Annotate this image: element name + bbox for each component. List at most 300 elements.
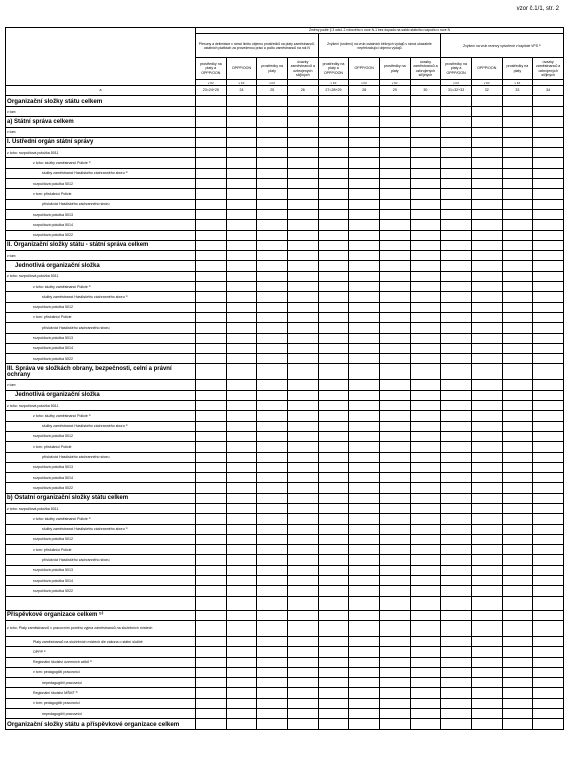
value-cell[interactable] (441, 158, 472, 168)
value-cell[interactable] (226, 333, 257, 343)
value-cell[interactable] (257, 565, 288, 575)
value-cell[interactable] (471, 503, 502, 513)
value-cell[interactable] (502, 462, 533, 472)
value-cell[interactable] (257, 333, 288, 343)
value-cell[interactable] (318, 667, 349, 677)
value-cell[interactable] (410, 555, 441, 565)
value-cell[interactable] (318, 610, 349, 620)
value-cell[interactable] (471, 220, 502, 230)
value-cell[interactable] (287, 209, 318, 219)
value-cell[interactable] (196, 333, 227, 343)
value-cell[interactable] (318, 364, 349, 380)
value-cell[interactable] (349, 576, 380, 586)
value-cell[interactable] (318, 96, 349, 107)
value-cell[interactable] (226, 302, 257, 312)
value-cell[interactable] (533, 421, 564, 431)
value-cell[interactable] (196, 292, 227, 302)
value-cell[interactable] (379, 179, 410, 189)
value-cell[interactable] (349, 719, 380, 730)
value-cell[interactable] (379, 117, 410, 127)
value-cell[interactable] (533, 107, 564, 117)
value-cell[interactable] (502, 647, 533, 657)
value-cell[interactable] (502, 555, 533, 565)
value-cell[interactable] (379, 168, 410, 178)
value-cell[interactable] (226, 107, 257, 117)
value-cell[interactable] (226, 411, 257, 421)
value-cell[interactable] (533, 610, 564, 620)
value-cell[interactable] (502, 364, 533, 380)
value-cell[interactable] (287, 462, 318, 472)
value-cell[interactable] (349, 452, 380, 462)
value-cell[interactable] (349, 240, 380, 250)
value-cell[interactable] (226, 503, 257, 513)
value-cell[interactable] (318, 586, 349, 596)
value-cell[interactable] (471, 189, 502, 199)
value-cell[interactable] (226, 261, 257, 271)
value-cell[interactable] (257, 209, 288, 219)
value-cell[interactable] (471, 452, 502, 462)
value-cell[interactable] (318, 565, 349, 575)
value-cell[interactable] (349, 709, 380, 719)
value-cell[interactable] (410, 647, 441, 657)
value-cell[interactable] (471, 292, 502, 302)
value-cell[interactable] (287, 545, 318, 555)
value-cell[interactable] (471, 411, 502, 421)
value-cell[interactable] (287, 421, 318, 431)
value-cell[interactable] (410, 364, 441, 380)
value-cell[interactable] (226, 709, 257, 719)
value-cell[interactable] (287, 576, 318, 586)
value-cell[interactable] (533, 292, 564, 302)
value-cell[interactable] (471, 199, 502, 209)
value-cell[interactable] (410, 261, 441, 271)
value-cell[interactable] (196, 127, 227, 137)
value-cell[interactable] (226, 168, 257, 178)
value-cell[interactable] (410, 230, 441, 240)
value-cell[interactable] (441, 148, 472, 158)
value-cell[interactable] (287, 719, 318, 730)
value-cell[interactable] (379, 667, 410, 677)
value-cell[interactable] (410, 148, 441, 158)
value-cell[interactable] (318, 678, 349, 688)
value-cell[interactable] (226, 555, 257, 565)
value-cell[interactable] (257, 199, 288, 209)
value-cell[interactable] (349, 688, 380, 698)
value-cell[interactable] (502, 719, 533, 730)
value-cell[interactable] (410, 586, 441, 596)
value-cell[interactable] (533, 565, 564, 575)
value-cell[interactable] (441, 271, 472, 281)
value-cell[interactable] (287, 565, 318, 575)
value-cell[interactable] (533, 596, 564, 610)
value-cell[interactable] (379, 421, 410, 431)
value-cell[interactable] (196, 576, 227, 586)
value-cell[interactable] (502, 620, 533, 636)
value-cell[interactable] (410, 302, 441, 312)
value-cell[interactable] (379, 401, 410, 411)
value-cell[interactable] (196, 380, 227, 390)
value-cell[interactable] (349, 534, 380, 544)
value-cell[interactable] (502, 333, 533, 343)
value-cell[interactable] (533, 302, 564, 312)
value-cell[interactable] (441, 657, 472, 667)
value-cell[interactable] (471, 323, 502, 333)
value-cell[interactable] (471, 565, 502, 575)
value-cell[interactable] (318, 657, 349, 667)
value-cell[interactable] (502, 189, 533, 199)
value-cell[interactable] (318, 168, 349, 178)
value-cell[interactable] (226, 688, 257, 698)
value-cell[interactable] (287, 503, 318, 513)
value-cell[interactable] (318, 302, 349, 312)
value-cell[interactable] (441, 688, 472, 698)
value-cell[interactable] (349, 380, 380, 390)
value-cell[interactable] (287, 323, 318, 333)
value-cell[interactable] (349, 483, 380, 493)
value-cell[interactable] (196, 148, 227, 158)
value-cell[interactable] (257, 96, 288, 107)
value-cell[interactable] (287, 107, 318, 117)
value-cell[interactable] (226, 667, 257, 677)
value-cell[interactable] (257, 411, 288, 421)
value-cell[interactable] (379, 251, 410, 261)
value-cell[interactable] (287, 431, 318, 441)
value-cell[interactable] (533, 524, 564, 534)
value-cell[interactable] (196, 364, 227, 380)
value-cell[interactable] (502, 401, 533, 411)
value-cell[interactable] (349, 127, 380, 137)
value-cell[interactable] (257, 230, 288, 240)
value-cell[interactable] (502, 354, 533, 364)
value-cell[interactable] (318, 107, 349, 117)
value-cell[interactable] (410, 96, 441, 107)
value-cell[interactable] (379, 576, 410, 586)
value-cell[interactable] (226, 483, 257, 493)
value-cell[interactable] (502, 96, 533, 107)
value-cell[interactable] (196, 688, 227, 698)
value-cell[interactable] (318, 452, 349, 462)
value-cell[interactable] (533, 127, 564, 137)
value-cell[interactable] (441, 555, 472, 565)
value-cell[interactable] (379, 261, 410, 271)
value-cell[interactable] (226, 565, 257, 575)
value-cell[interactable] (379, 473, 410, 483)
value-cell[interactable] (410, 251, 441, 261)
value-cell[interactable] (410, 473, 441, 483)
value-cell[interactable] (257, 107, 288, 117)
value-cell[interactable] (379, 240, 410, 250)
value-cell[interactable] (533, 452, 564, 462)
value-cell[interactable] (471, 354, 502, 364)
value-cell[interactable] (441, 209, 472, 219)
value-cell[interactable] (196, 323, 227, 333)
value-cell[interactable] (533, 251, 564, 261)
value-cell[interactable] (349, 364, 380, 380)
value-cell[interactable] (349, 610, 380, 620)
value-cell[interactable] (502, 282, 533, 292)
value-cell[interactable] (410, 636, 441, 646)
value-cell[interactable] (196, 719, 227, 730)
value-cell[interactable] (196, 390, 227, 400)
value-cell[interactable] (349, 292, 380, 302)
value-cell[interactable] (441, 220, 472, 230)
value-cell[interactable] (533, 199, 564, 209)
value-cell[interactable] (533, 620, 564, 636)
value-cell[interactable] (379, 555, 410, 565)
value-cell[interactable] (533, 333, 564, 343)
value-cell[interactable] (441, 576, 472, 586)
value-cell[interactable] (379, 719, 410, 730)
value-cell[interactable] (379, 586, 410, 596)
value-cell[interactable] (349, 209, 380, 219)
value-cell[interactable] (318, 462, 349, 472)
value-cell[interactable] (410, 282, 441, 292)
value-cell[interactable] (349, 647, 380, 657)
value-cell[interactable] (196, 240, 227, 250)
value-cell[interactable] (410, 421, 441, 431)
value-cell[interactable] (471, 168, 502, 178)
value-cell[interactable] (533, 137, 564, 147)
value-cell[interactable] (502, 610, 533, 620)
value-cell[interactable] (318, 333, 349, 343)
value-cell[interactable] (349, 555, 380, 565)
value-cell[interactable] (471, 158, 502, 168)
value-cell[interactable] (502, 442, 533, 452)
value-cell[interactable] (471, 364, 502, 380)
value-cell[interactable] (287, 364, 318, 380)
value-cell[interactable] (533, 390, 564, 400)
value-cell[interactable] (196, 586, 227, 596)
value-cell[interactable] (226, 354, 257, 364)
value-cell[interactable] (226, 230, 257, 240)
value-cell[interactable] (471, 230, 502, 240)
value-cell[interactable] (287, 302, 318, 312)
value-cell[interactable] (471, 636, 502, 646)
value-cell[interactable] (349, 179, 380, 189)
value-cell[interactable] (471, 240, 502, 250)
value-cell[interactable] (379, 158, 410, 168)
value-cell[interactable] (441, 719, 472, 730)
value-cell[interactable] (379, 565, 410, 575)
value-cell[interactable] (196, 493, 227, 503)
value-cell[interactable] (410, 610, 441, 620)
value-cell[interactable] (287, 678, 318, 688)
value-cell[interactable] (196, 261, 227, 271)
value-cell[interactable] (257, 390, 288, 400)
value-cell[interactable] (226, 137, 257, 147)
value-cell[interactable] (287, 483, 318, 493)
value-cell[interactable] (257, 282, 288, 292)
value-cell[interactable] (318, 354, 349, 364)
value-cell[interactable] (502, 431, 533, 441)
value-cell[interactable] (196, 168, 227, 178)
value-cell[interactable] (502, 230, 533, 240)
value-cell[interactable] (287, 586, 318, 596)
value-cell[interactable] (502, 545, 533, 555)
value-cell[interactable] (226, 158, 257, 168)
value-cell[interactable] (226, 251, 257, 261)
value-cell[interactable] (410, 199, 441, 209)
value-cell[interactable] (533, 96, 564, 107)
value-cell[interactable] (349, 137, 380, 147)
value-cell[interactable] (257, 452, 288, 462)
value-cell[interactable] (226, 312, 257, 322)
value-cell[interactable] (226, 586, 257, 596)
value-cell[interactable] (287, 333, 318, 343)
value-cell[interactable] (349, 586, 380, 596)
value-cell[interactable] (349, 168, 380, 178)
value-cell[interactable] (196, 421, 227, 431)
value-cell[interactable] (441, 168, 472, 178)
value-cell[interactable] (257, 179, 288, 189)
value-cell[interactable] (257, 688, 288, 698)
value-cell[interactable] (471, 343, 502, 353)
value-cell[interactable] (196, 312, 227, 322)
value-cell[interactable] (287, 514, 318, 524)
value-cell[interactable] (257, 678, 288, 688)
value-cell[interactable] (226, 220, 257, 230)
value-cell[interactable] (502, 565, 533, 575)
value-cell[interactable] (441, 401, 472, 411)
value-cell[interactable] (226, 678, 257, 688)
value-cell[interactable] (410, 667, 441, 677)
value-cell[interactable] (533, 323, 564, 333)
value-cell[interactable] (349, 148, 380, 158)
value-cell[interactable] (502, 323, 533, 333)
value-cell[interactable] (257, 514, 288, 524)
value-cell[interactable] (349, 333, 380, 343)
value-cell[interactable] (471, 312, 502, 322)
value-cell[interactable] (287, 534, 318, 544)
value-cell[interactable] (502, 240, 533, 250)
value-cell[interactable] (257, 431, 288, 441)
value-cell[interactable] (287, 473, 318, 483)
value-cell[interactable] (410, 168, 441, 178)
value-cell[interactable] (379, 411, 410, 421)
value-cell[interactable] (379, 209, 410, 219)
value-cell[interactable] (257, 127, 288, 137)
value-cell[interactable] (410, 380, 441, 390)
value-cell[interactable] (318, 380, 349, 390)
value-cell[interactable] (257, 292, 288, 302)
value-cell[interactable] (226, 698, 257, 708)
value-cell[interactable] (441, 302, 472, 312)
value-cell[interactable] (410, 189, 441, 199)
value-cell[interactable] (196, 251, 227, 261)
value-cell[interactable] (226, 493, 257, 503)
value-cell[interactable] (410, 333, 441, 343)
value-cell[interactable] (410, 292, 441, 302)
value-cell[interactable] (533, 657, 564, 667)
value-cell[interactable] (196, 514, 227, 524)
value-cell[interactable] (226, 576, 257, 586)
value-cell[interactable] (471, 678, 502, 688)
value-cell[interactable] (226, 117, 257, 127)
value-cell[interactable] (533, 586, 564, 596)
value-cell[interactable] (533, 189, 564, 199)
value-cell[interactable] (318, 209, 349, 219)
value-cell[interactable] (502, 199, 533, 209)
value-cell[interactable] (257, 137, 288, 147)
value-cell[interactable] (410, 323, 441, 333)
value-cell[interactable] (441, 312, 472, 322)
value-cell[interactable] (318, 292, 349, 302)
value-cell[interactable] (196, 657, 227, 667)
value-cell[interactable] (533, 380, 564, 390)
value-cell[interactable] (471, 667, 502, 677)
value-cell[interactable] (441, 127, 472, 137)
value-cell[interactable] (502, 251, 533, 261)
value-cell[interactable] (410, 678, 441, 688)
value-cell[interactable] (349, 473, 380, 483)
value-cell[interactable] (410, 240, 441, 250)
value-cell[interactable] (441, 483, 472, 493)
value-cell[interactable] (349, 189, 380, 199)
value-cell[interactable] (349, 261, 380, 271)
value-cell[interactable] (471, 586, 502, 596)
value-cell[interactable] (441, 199, 472, 209)
value-cell[interactable] (257, 473, 288, 483)
value-cell[interactable] (349, 431, 380, 441)
value-cell[interactable] (349, 271, 380, 281)
value-cell[interactable] (502, 586, 533, 596)
value-cell[interactable] (287, 230, 318, 240)
value-cell[interactable] (196, 442, 227, 452)
value-cell[interactable] (196, 220, 227, 230)
value-cell[interactable] (502, 473, 533, 483)
value-cell[interactable] (226, 127, 257, 137)
value-cell[interactable] (502, 493, 533, 503)
value-cell[interactable] (471, 473, 502, 483)
value-cell[interactable] (257, 158, 288, 168)
value-cell[interactable] (349, 667, 380, 677)
value-cell[interactable] (257, 302, 288, 312)
value-cell[interactable] (226, 620, 257, 636)
value-cell[interactable] (287, 667, 318, 677)
value-cell[interactable] (471, 620, 502, 636)
value-cell[interactable] (226, 534, 257, 544)
value-cell[interactable] (226, 282, 257, 292)
value-cell[interactable] (441, 647, 472, 657)
value-cell[interactable] (410, 354, 441, 364)
value-cell[interactable] (257, 442, 288, 452)
value-cell[interactable] (471, 209, 502, 219)
value-cell[interactable] (226, 452, 257, 462)
value-cell[interactable] (226, 271, 257, 281)
value-cell[interactable] (318, 411, 349, 421)
value-cell[interactable] (533, 117, 564, 127)
value-cell[interactable] (287, 636, 318, 646)
value-cell[interactable] (257, 483, 288, 493)
value-cell[interactable] (379, 431, 410, 441)
value-cell[interactable] (226, 96, 257, 107)
value-cell[interactable] (379, 514, 410, 524)
value-cell[interactable] (257, 667, 288, 677)
value-cell[interactable] (410, 312, 441, 322)
value-cell[interactable] (226, 292, 257, 302)
value-cell[interactable] (196, 209, 227, 219)
value-cell[interactable] (287, 117, 318, 127)
value-cell[interactable] (410, 709, 441, 719)
value-cell[interactable] (318, 240, 349, 250)
value-cell[interactable] (471, 282, 502, 292)
value-cell[interactable] (379, 452, 410, 462)
value-cell[interactable] (196, 117, 227, 127)
value-cell[interactable] (318, 503, 349, 513)
value-cell[interactable] (196, 411, 227, 421)
value-cell[interactable] (318, 251, 349, 261)
value-cell[interactable] (441, 610, 472, 620)
